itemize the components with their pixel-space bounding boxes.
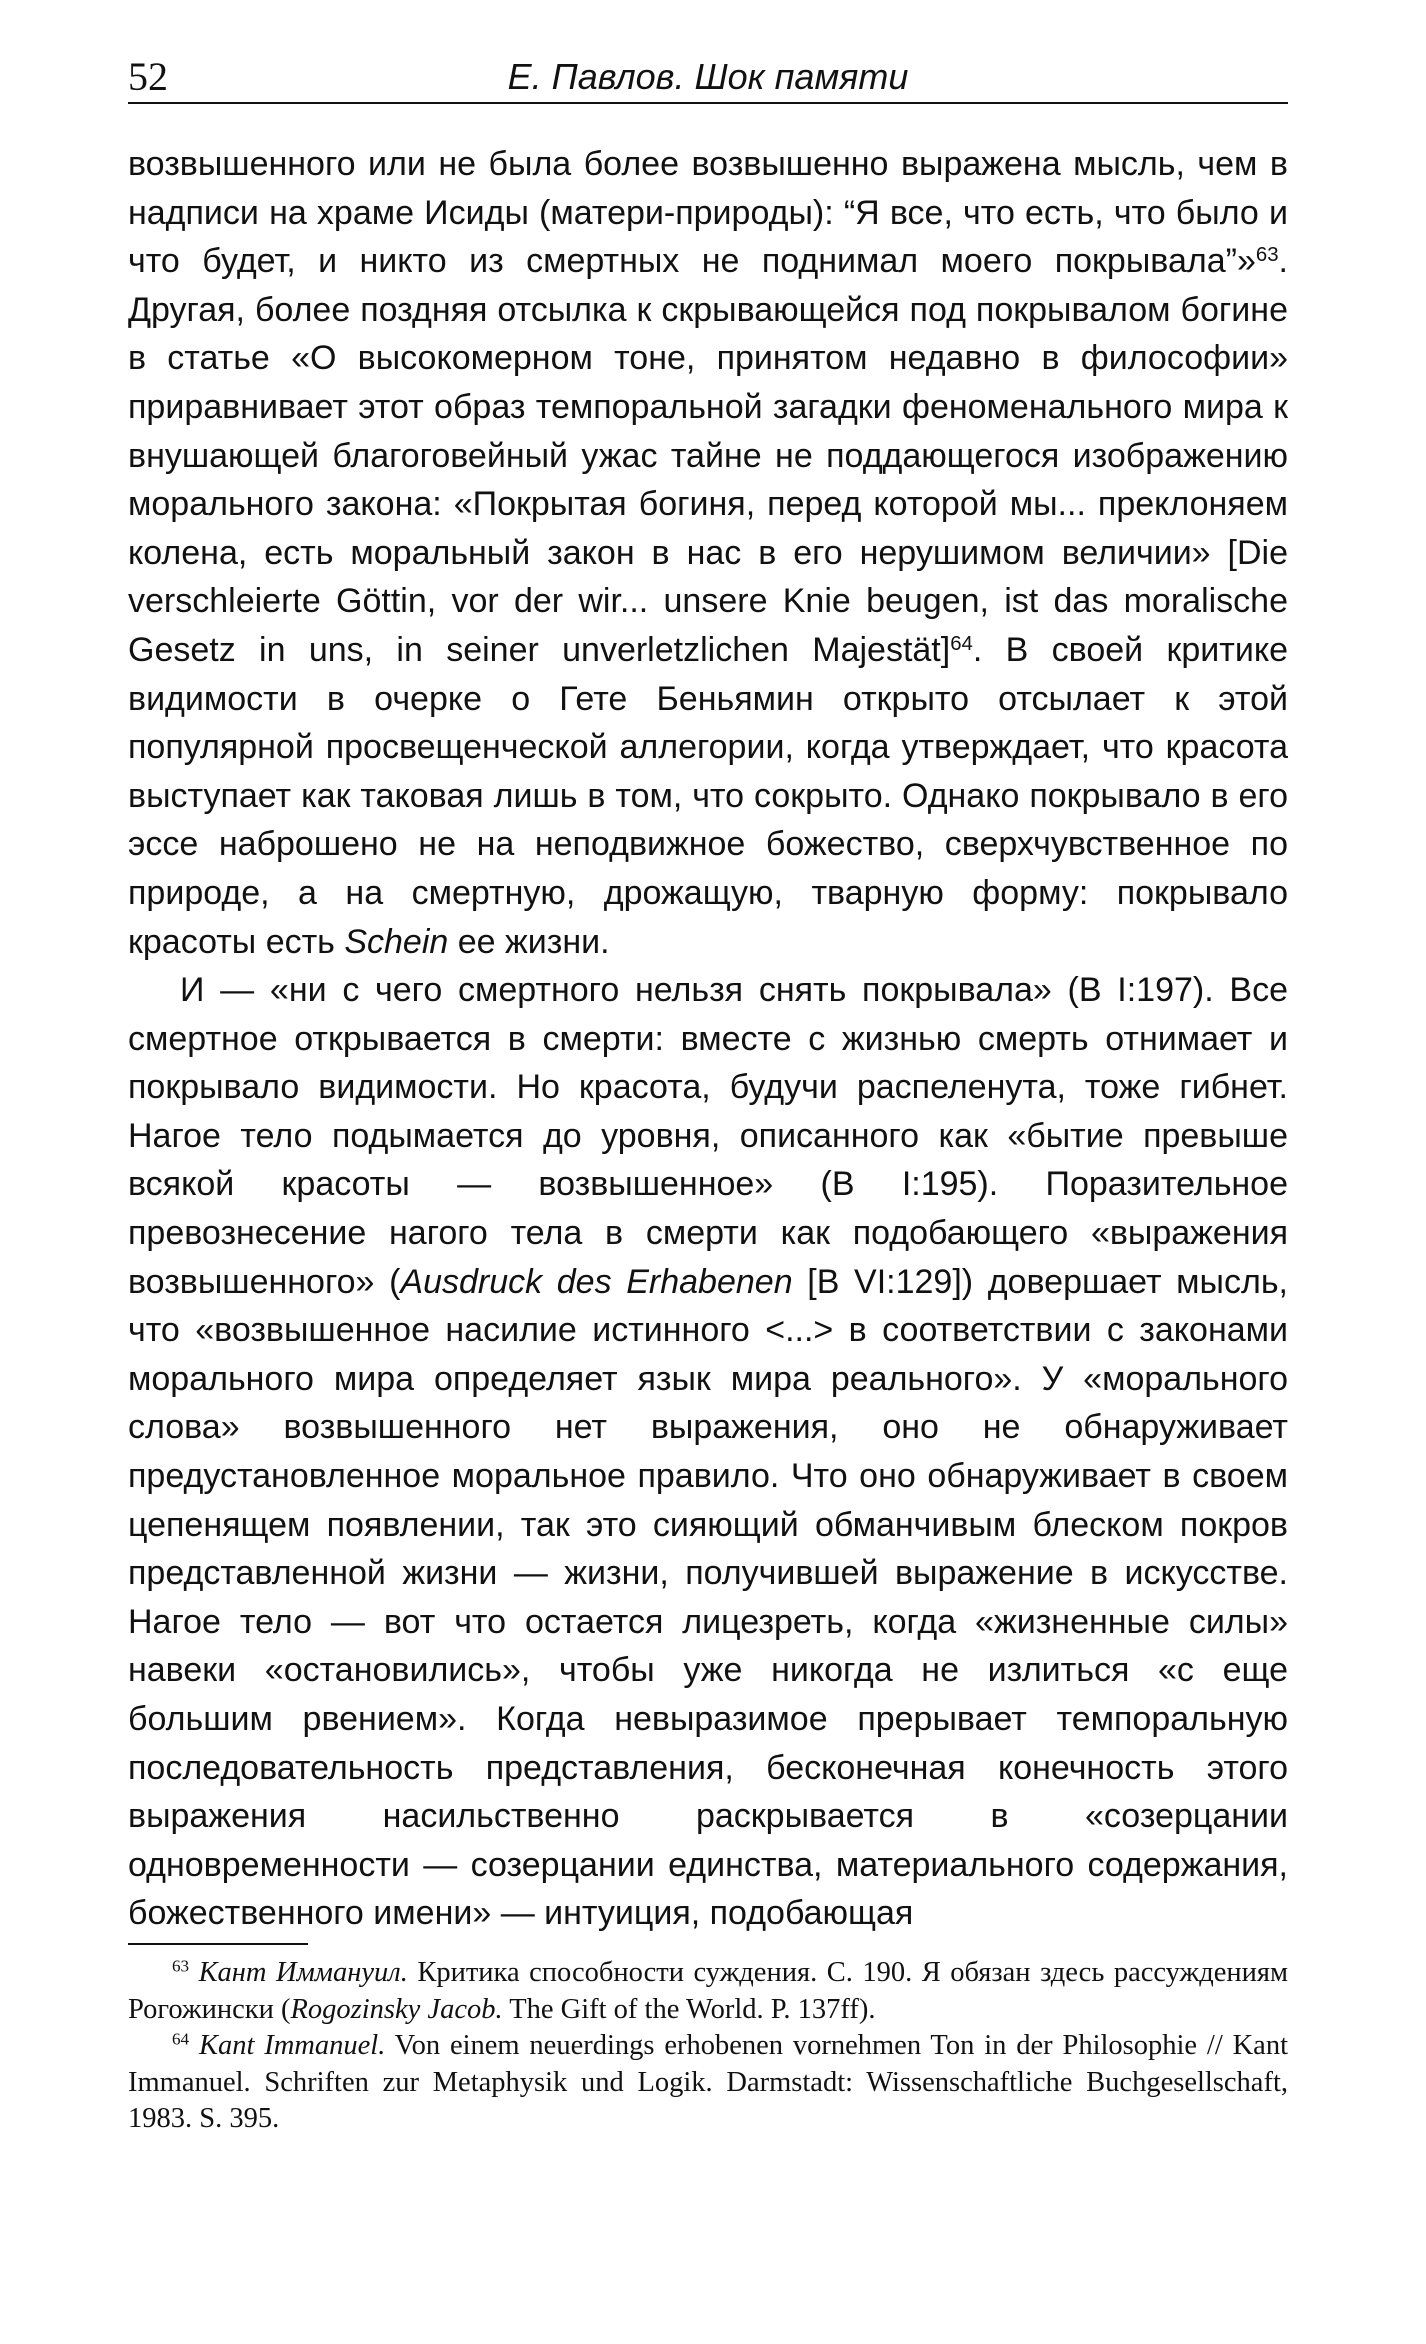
footnote-63 (128, 1955, 1288, 2028)
footnote-text: Критика способности суждения. С. 190. Я обязан здесь рассуждениям Рогожински ( (128, 1957, 1289, 2025)
italic-term: Ausdruck des Erhabenen (400, 1262, 793, 1301)
paragraph-text: [B VI:129]) довершает мысль, что «возвышенное насилие истинного <...> в соответствии с законами морального мира определяет язык мира реального». У «морального слова» возвышенного нет выражения, оно не обнаруживает предустановленное моральное правило. Что оно обнаруживает в своем цепенящем появлении, так это сияющий обманчивым блеском покров представленной жизни — жизни, получившей выражение в искусстве. Нагое тело — вот что остается лицезреть, когда «жизненные силы» навеки «остановились», чтобы уже никогда не излиться «с еще большим рвением». Когда невыразимое прерывает темпоральную последовательность представления, бесконечная конечность этого выражения насильственно раскрывается в «созерцании одновременности — созерцании единства, материального содержания, божественного имени» — интуиция, подобающая (128, 1262, 1288, 1933)
footnote-64 (128, 2028, 1288, 2138)
footnote-source: Rogozinsky Jacob. (290, 1993, 503, 2025)
main-text (128, 140, 1288, 1938)
italic-term: Schein (344, 922, 449, 961)
paragraph-text: И — «ни с чего смертного нельзя снять покрывала» (В I:197). Все смертное открывается в смерти: вместе с жизнью смерть отнимает и покрывало видимости. Но красота, будучи распеленута, тоже гибнет. Нагое тело подымается до уровня, описанного как «бытие превыше всякой красоты — возвышенное» (В I:195). Поразительное превознесение нагого тела в смерти как подобающего «выражения возвышенного» ( (128, 971, 1288, 1301)
footnote-ref-64[interactable]: 64 (950, 632, 973, 655)
running-title: Е. Павлов. Шок памяти (507, 56, 909, 97)
running-header (128, 52, 1288, 104)
paragraph (128, 966, 1288, 1938)
footnote-author: Kant Immanuel. (198, 2030, 386, 2061)
footnote-divider (128, 1943, 308, 1945)
footnote-text: The Gift of the World. P. 137ff). (502, 1993, 876, 2025)
paragraph (128, 140, 1288, 966)
page-number: 52 (128, 54, 168, 99)
paragraph-text: ее жизни. (448, 922, 610, 961)
footnote-text: Von einem neuerdings erhobenen vornehmen Ton in der Philosophie // Kant Immanuel. Schriften zur Metaphysik und Logik. Darmstadt: Wissenschaftliche Buchgesellschaft, 1983. S. 395. (128, 2030, 1289, 2134)
footnote-ref-63[interactable]: 63 (1255, 243, 1279, 266)
footnote-author: Кант Иммануил. (198, 1957, 408, 1988)
footnotes (128, 1955, 1288, 2138)
paragraph-text: возвышенного или не была более возвышенно выражена мысль, чем в надписи на храме Исиды (матери-природы): “Я все, что есть, что было и что будет, и никто из смертных не поднимал моего покрывала”» (128, 145, 1288, 281)
footnote-number: 64 (172, 2029, 190, 2049)
paragraph-text: . В своей критике видимости в очерке о Гете Беньямин открыто отсылает к этой популярной просвещенческой аллегории, когда утверждает, что красота выступает как таковая лишь в том, что сокрыто. Однако покрывало в его эссе наброшено не на неподвижное божество, сверхчувственное по природе, а на смертную, дрожащую, тварную форму: покрывало красоты есть (128, 630, 1288, 961)
footnote-number: 63 (172, 1956, 190, 1976)
paragraph-text: . Другая, более поздняя отсылка к скрывающейся под покрывалом богине в статье «О высокомерном тоне, принятом недавно в философии» приравнивает этот образ темпоральной загадки феноменального мира к внушающей благоговейный ужас тайне не поддающегося изображению морального закона: «Покрытая богиня, перед которой мы... преклоняем колена, есть моральный закон в нас в его нерушимом величии» [Die verschleierte Göttin, vor der wir... unsere Knie beugen, ist das moralische Gesetz in uns, in seiner unverletzlichen Majestät] (128, 242, 1288, 669)
